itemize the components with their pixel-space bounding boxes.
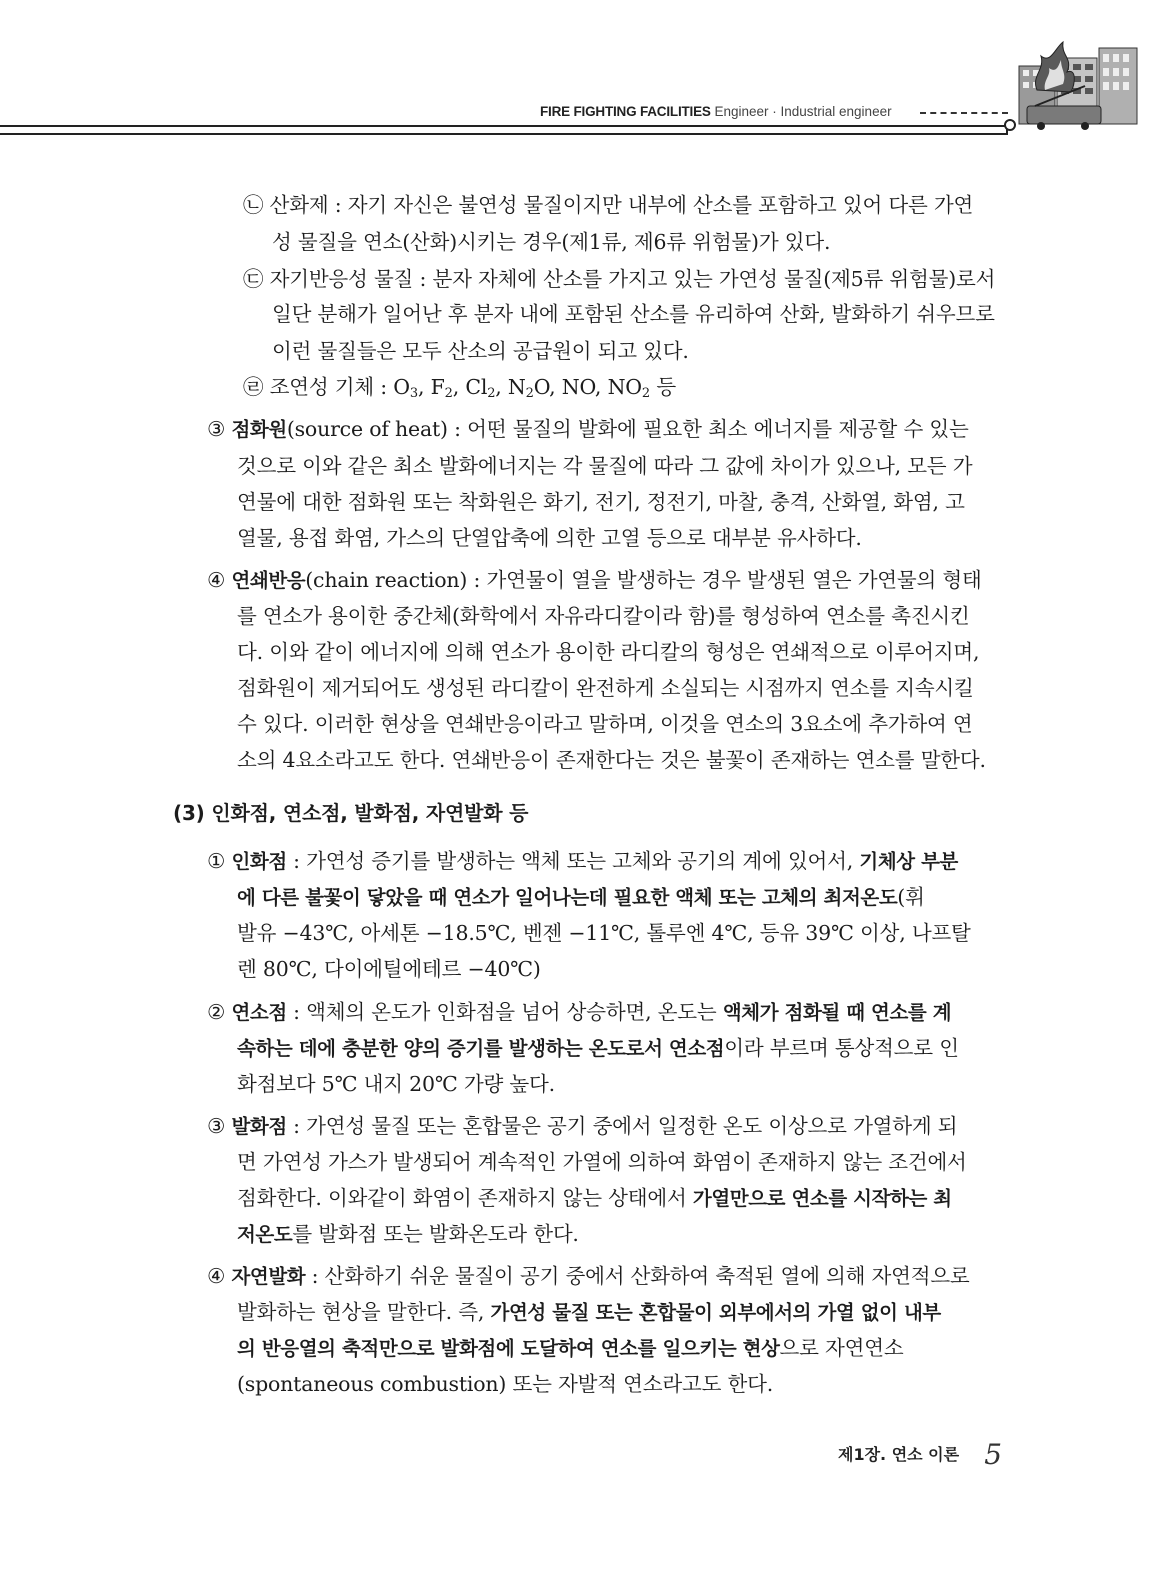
bold-term: 연소점 bbox=[231, 1001, 287, 1024]
text-run: O, NO, NO bbox=[533, 375, 642, 399]
text-run: : 가연성 증기를 발생하는 액체 또는 고체와 공기의 계에 있어서, bbox=[286, 849, 860, 873]
bold-term: 가연성 물질 또는 혼합물이 외부에서의 가열 없이 내부 bbox=[490, 1301, 941, 1324]
text-line bbox=[207, 999, 951, 1026]
subscript: 3 bbox=[409, 386, 418, 401]
text-run: 를 연소가 용이한 중간체(화학에서 자유라디칼이라 함)를 형성하여 연소를 촉진시킨 bbox=[237, 604, 970, 628]
text-run: 면 가연성 가스가 발생되어 계속적인 가열에 의하여 화염이 존재하지 않는 조건에서 bbox=[237, 1150, 967, 1174]
text-run: 이라 부르며 통상적으로 인 bbox=[724, 1036, 959, 1060]
text-run: 렌 80℃, 다이에틸에테르 −40℃) bbox=[237, 957, 541, 981]
text-run: , N bbox=[495, 375, 526, 399]
text-run: 일단 분해가 일어난 후 분자 내에 포함된 산소를 유리하여 산화, 발화하기 쉬우므로 bbox=[272, 302, 995, 326]
header-rule bbox=[0, 125, 1008, 135]
header-brand-bold: FIRE FIGHTING FACILITIES bbox=[540, 104, 711, 119]
text-run: ③ bbox=[207, 1114, 232, 1138]
text-line bbox=[243, 374, 676, 400]
text-line bbox=[237, 639, 979, 665]
text-run: (source of heat) : 어떤 물질의 발화에 필요한 최소 에너지를 제공할 수 있는 bbox=[286, 417, 969, 441]
text-line bbox=[272, 301, 995, 327]
text-run: ④ bbox=[207, 1264, 232, 1288]
text-line bbox=[237, 1185, 952, 1212]
text-line bbox=[237, 920, 971, 946]
text-line bbox=[237, 1335, 903, 1362]
text-run: , F bbox=[417, 375, 445, 399]
text-line bbox=[237, 1299, 941, 1326]
text-line bbox=[207, 567, 982, 594]
text-line bbox=[237, 1035, 959, 1062]
text-run: (휘 bbox=[897, 885, 925, 909]
header-brand-subtitle: Engineer · Industrial engineer bbox=[714, 104, 892, 119]
text-run: ㉢ 자기반응성 물질 : 분자 자체에 산소를 가지고 있는 가연성 물질(제5류 위험물)로서 bbox=[243, 267, 996, 291]
text-line bbox=[237, 711, 973, 737]
text-line bbox=[243, 192, 973, 218]
text-line bbox=[237, 956, 541, 982]
text-line bbox=[237, 1371, 773, 1397]
section-heading bbox=[173, 800, 528, 826]
text-line bbox=[237, 747, 986, 773]
bold-term: 에 다른 불꽃이 닿았을 때 연소가 일어나는데 필요한 액체 또는 고체의 최저온도 bbox=[237, 886, 898, 909]
header-brand bbox=[540, 104, 892, 119]
bold-term: 의 반응열의 축적만으로 발화점에 도달하여 연소를 일으키는 현상 bbox=[237, 1337, 780, 1360]
text-run: 성 물질을 연소(산화)시키는 경우(제1류, 제6류 위험물)가 있다. bbox=[272, 230, 831, 254]
text-run: 점화한다. 이와같이 화염이 존재하지 않는 상태에서 bbox=[237, 1186, 693, 1210]
bold-term: 인화점 bbox=[231, 850, 287, 873]
text-line bbox=[237, 1221, 579, 1248]
text-run: ② bbox=[207, 1000, 232, 1024]
text-run: 수 있다. 이러한 현상을 연쇄반응이라고 말하며, 이것을 연소의 3요소에 추가하여 연 bbox=[237, 712, 973, 736]
text-run: 것으로 이와 같은 최소 발화에너지는 각 물질에 따라 그 값에 차이가 있으나, 모든 가 bbox=[237, 454, 973, 478]
text-line bbox=[237, 603, 970, 629]
text-line bbox=[243, 266, 995, 292]
text-run: 다. 이와 같이 에너지에 의해 연소가 용이한 라디칼의 형성은 연쇄적으로 이루어지며, bbox=[237, 640, 980, 664]
fire-building-illustration bbox=[1015, 40, 1143, 132]
bold-term: 발화점 bbox=[231, 1115, 287, 1138]
text-run: 으로 자연연소 bbox=[779, 1336, 904, 1360]
text-run: 등 bbox=[650, 375, 676, 399]
text-run: (3) 인화점, 연소점, 발화점, 자연발화 등 bbox=[173, 801, 529, 825]
text-run: ④ bbox=[207, 568, 232, 592]
text-run: ③ bbox=[207, 417, 232, 441]
subscript: 2 bbox=[641, 386, 650, 401]
subscript: 2 bbox=[487, 386, 496, 401]
text-line bbox=[272, 229, 830, 255]
text-line bbox=[207, 1113, 957, 1140]
text-line bbox=[237, 675, 974, 701]
text-run: ㉣ 조연성 기체 : O bbox=[243, 375, 410, 399]
text-line bbox=[237, 884, 925, 911]
chapter-label: 제1장. 연소 이론 bbox=[838, 1445, 960, 1464]
header-dashed-line bbox=[920, 112, 1008, 114]
bold-term: 점화원 bbox=[231, 418, 287, 441]
text-run: : 가연성 물질 또는 혼합물은 공기 중에서 일정한 온도 이상으로 가열하게 되 bbox=[286, 1114, 958, 1138]
text-run: (spontaneous combustion) 또는 자발적 연소라고도 한다. bbox=[237, 1372, 774, 1396]
text-run: 연물에 대한 점화원 또는 착화원은 화기, 전기, 정전기, 마찰, 충격, 산화열, 화염, 고 bbox=[237, 490, 965, 514]
page-number: 5 bbox=[984, 1438, 1003, 1471]
text-run: 이런 물질들은 모두 산소의 공급원이 되고 있다. bbox=[272, 339, 689, 363]
text-run: 발유 −43℃, 아세톤 −18.5℃, 벤젠 −11℃, 톨루엔 4℃, 등유 39℃ 이상, 나프탈 bbox=[237, 921, 971, 945]
bold-term: 액체가 점화될 때 연소를 계 bbox=[722, 1001, 952, 1024]
text-line bbox=[237, 1149, 967, 1175]
bold-term: 가열만으로 연소를 시작하는 최 bbox=[692, 1187, 952, 1210]
text-run: , Cl bbox=[452, 375, 488, 399]
text-run: (chain reaction) : 가연물이 열을 발생하는 경우 발생된 열은 가연물의 형태 bbox=[305, 568, 982, 592]
text-run: : 산화하기 쉬운 물질이 공기 중에서 산화하여 축적된 열에 의해 자연적으로 bbox=[305, 1264, 970, 1288]
header-rule-dot bbox=[1004, 119, 1016, 131]
text-line bbox=[237, 1071, 555, 1097]
text-run: ㉡ 산화제 : 자기 자신은 불연성 물질이지만 내부에 산소를 포함하고 있어 다른 가연 bbox=[243, 193, 974, 217]
text-line bbox=[237, 525, 862, 551]
text-run: 를 발화점 또는 발화온도라 한다. bbox=[292, 1222, 579, 1246]
text-run: 점화원이 제거되어도 생성된 라디칼이 완전하게 소실되는 시점까지 연소를 지속시킬 bbox=[237, 676, 974, 700]
bold-term: 자연발화 bbox=[231, 1265, 306, 1288]
text-run: 화점보다 5℃ 내지 20℃ 가량 높다. bbox=[237, 1072, 555, 1096]
text-run: : 액체의 온도가 인화점을 넘어 상승하면, 온도는 bbox=[286, 1000, 723, 1024]
page-header bbox=[0, 0, 1158, 160]
subscript: 2 bbox=[525, 386, 534, 401]
text-line bbox=[237, 489, 965, 515]
bold-term: 기체상 부분 bbox=[859, 850, 958, 873]
bold-term: 연쇄반응 bbox=[231, 569, 306, 592]
text-line bbox=[207, 848, 958, 875]
text-run: 소의 4요소라고도 한다. 연쇄반응이 존재한다는 것은 불꽃이 존재하는 연소를 말한다. bbox=[237, 748, 986, 772]
text-line bbox=[272, 338, 689, 364]
page-footer bbox=[838, 1438, 1002, 1471]
subscript: 2 bbox=[444, 386, 453, 401]
text-run: 발화하는 현상을 말한다. 즉, bbox=[237, 1300, 491, 1324]
bold-term: 속하는 데에 충분한 양의 증기를 발생하는 온도로서 연소점 bbox=[237, 1037, 725, 1060]
text-run: 열물, 용접 화염, 가스의 단열압축에 의한 고열 등으로 대부분 유사하다. bbox=[237, 526, 862, 550]
text-line bbox=[237, 453, 972, 479]
text-run: ① bbox=[207, 849, 232, 873]
text-line bbox=[207, 1263, 970, 1290]
text-line bbox=[207, 416, 969, 443]
bold-term: 저온도 bbox=[237, 1223, 293, 1246]
